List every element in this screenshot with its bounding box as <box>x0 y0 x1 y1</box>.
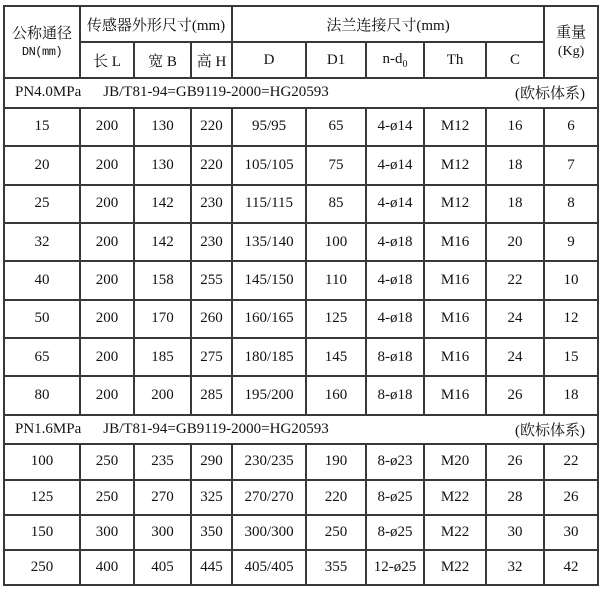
table-cell: 195/200 <box>232 376 306 414</box>
table-cell: 230 <box>191 185 232 223</box>
header-weight <box>544 6 598 78</box>
table-cell: 445 <box>191 550 232 585</box>
table-cell: 142 <box>134 185 191 223</box>
table-cell: 250 <box>306 515 366 550</box>
table-cell: 200 <box>80 185 134 223</box>
table-cell: 160 <box>306 376 366 414</box>
table-cell: 300 <box>134 515 191 550</box>
table-cell: 170 <box>134 300 191 338</box>
table-cell: 220 <box>191 146 232 184</box>
table-cell: 4-ø18 <box>366 223 424 261</box>
table-header <box>4 6 598 78</box>
header-col-nd0-sub: 0 <box>402 58 408 70</box>
standard-note: (欧标体系) <box>515 422 586 439</box>
table-cell: 180/185 <box>232 338 306 376</box>
header-col-b: 宽 B <box>134 42 191 78</box>
table-cell: 130 <box>134 108 191 146</box>
table-cell: M16 <box>424 376 486 414</box>
table-cell: 200 <box>80 338 134 376</box>
table-cell: 200 <box>80 146 134 184</box>
table-cell: 32 <box>4 223 80 261</box>
header-col-l: 长 L <box>80 42 134 78</box>
pressure-rating: PN4.0MPa <box>15 84 82 101</box>
table-cell: M12 <box>424 146 486 184</box>
table-cell: 40 <box>4 261 80 299</box>
table-cell: 250 <box>4 550 80 585</box>
table-cell: 18 <box>486 146 544 184</box>
table-cell: 16 <box>486 108 544 146</box>
table-cell: M12 <box>424 185 486 223</box>
table-cell: 105/105 <box>232 146 306 184</box>
table-row <box>4 261 598 299</box>
table-cell: 270 <box>134 480 191 515</box>
table-cell: 4-ø18 <box>366 261 424 299</box>
table-cell: M22 <box>424 480 486 515</box>
table-cell: 80 <box>4 376 80 414</box>
table-cell: 145 <box>306 338 366 376</box>
section-header-cell <box>4 415 598 445</box>
table-cell: 10 <box>544 261 598 299</box>
section-header-wrap <box>5 82 597 103</box>
table-cell: 18 <box>486 185 544 223</box>
table-cell: 15 <box>4 108 80 146</box>
table-cell: 350 <box>191 515 232 550</box>
table-cell: 6 <box>544 108 598 146</box>
table-cell: 130 <box>134 146 191 184</box>
table-cell: 9 <box>544 223 598 261</box>
table-row <box>4 444 598 479</box>
table-cell: 142 <box>134 223 191 261</box>
table-cell: 30 <box>486 515 544 550</box>
table-cell: 22 <box>486 261 544 299</box>
table-cell: 250 <box>80 480 134 515</box>
header-col-c: C <box>486 42 544 78</box>
table-cell: 8-ø25 <box>366 515 424 550</box>
table-cell: 32 <box>486 550 544 585</box>
table-cell: 230 <box>191 223 232 261</box>
table-row <box>4 185 598 223</box>
table-cell: 8-ø25 <box>366 480 424 515</box>
table-cell: 200 <box>134 376 191 414</box>
table-cell: 12 <box>544 300 598 338</box>
table-cell: M16 <box>424 261 486 299</box>
table-cell: 290 <box>191 444 232 479</box>
header-weight-unit: (Kg) <box>557 44 585 59</box>
header-dn-unit: DN(mm) <box>21 44 63 59</box>
table-cell: M16 <box>424 338 486 376</box>
table-cell: 150 <box>4 515 80 550</box>
table-cell: 110 <box>306 261 366 299</box>
table-cell: 8 <box>544 185 598 223</box>
spec-table <box>3 5 599 586</box>
table-cell: 285 <box>191 376 232 414</box>
table-cell: 200 <box>80 261 134 299</box>
table-cell: 26 <box>486 376 544 414</box>
table-cell: 85 <box>306 185 366 223</box>
table-cell: 355 <box>306 550 366 585</box>
table-cell: 255 <box>191 261 232 299</box>
header-col-nd0 <box>366 42 424 78</box>
table-row <box>4 108 598 146</box>
table-cell: 235 <box>134 444 191 479</box>
table-cell: 405 <box>134 550 191 585</box>
table-cell: 18 <box>544 376 598 414</box>
table-cell: 115/115 <box>232 185 306 223</box>
table-cell: 30 <box>544 515 598 550</box>
table-cell: 7 <box>544 146 598 184</box>
table-cell: 275 <box>191 338 232 376</box>
table-cell: 100 <box>306 223 366 261</box>
table-cell: M20 <box>424 444 486 479</box>
table-cell: 158 <box>134 261 191 299</box>
table-cell: 8-ø23 <box>366 444 424 479</box>
table-cell: 75 <box>306 146 366 184</box>
table-cell: 24 <box>486 338 544 376</box>
table-cell: 250 <box>80 444 134 479</box>
table-cell: 230/235 <box>232 444 306 479</box>
table-cell: 15 <box>544 338 598 376</box>
table-cell: 100 <box>4 444 80 479</box>
table-row <box>4 480 598 515</box>
table-cell: 260 <box>191 300 232 338</box>
table-cell: 28 <box>486 480 544 515</box>
header-row-groups <box>4 6 598 42</box>
table-row <box>4 338 598 376</box>
table-cell: 125 <box>4 480 80 515</box>
table-cell: 325 <box>191 480 232 515</box>
table-cell: 20 <box>4 146 80 184</box>
table-cell: 65 <box>306 108 366 146</box>
table-row <box>4 376 598 414</box>
table-row <box>4 223 598 261</box>
section-header-wrap <box>5 419 597 440</box>
table-cell: 4-ø14 <box>366 108 424 146</box>
standard-note: (欧标体系) <box>515 86 586 103</box>
section-row <box>4 78 598 108</box>
table-cell: 26 <box>544 480 598 515</box>
header-dn <box>4 6 80 78</box>
table-cell: 125 <box>306 300 366 338</box>
table-cell: 8-ø18 <box>366 376 424 414</box>
table-row <box>4 515 598 550</box>
table-cell: M12 <box>424 108 486 146</box>
header-row-subcols <box>4 42 598 78</box>
pressure-rating: PN1.6MPa <box>15 420 82 437</box>
table-cell: 24 <box>486 300 544 338</box>
table-cell: M22 <box>424 550 486 585</box>
table-cell: 4-ø14 <box>366 185 424 223</box>
table-row <box>4 550 598 585</box>
table-cell: 50 <box>4 300 80 338</box>
table-cell: 200 <box>80 223 134 261</box>
header-dn-title: 公称通径 <box>11 25 72 42</box>
table-cell: 200 <box>80 108 134 146</box>
table-cell: 270/270 <box>232 480 306 515</box>
table-row <box>4 300 598 338</box>
table-cell: 405/405 <box>232 550 306 585</box>
section-row <box>4 415 598 445</box>
header-col-d1: D1 <box>306 42 366 78</box>
table-cell: M16 <box>424 300 486 338</box>
header-col-d: D <box>232 42 306 78</box>
table-cell: M16 <box>424 223 486 261</box>
standard-code: JB/T81-94=GB9119-2000=HG20593 <box>103 420 329 437</box>
table-cell: 65 <box>4 338 80 376</box>
table-cell: 20 <box>486 223 544 261</box>
table-cell: 200 <box>80 376 134 414</box>
header-flange-group: 法兰连接尺寸(mm) <box>232 6 544 42</box>
table-cell: 190 <box>306 444 366 479</box>
header-weight-title: 重量 <box>556 25 587 41</box>
table-cell: 200 <box>80 300 134 338</box>
table-cell: 220 <box>191 108 232 146</box>
header-sensor-group: 传感器外形尺寸(mm) <box>80 6 232 42</box>
table-cell: 42 <box>544 550 598 585</box>
table-cell: 12-ø25 <box>366 550 424 585</box>
header-col-th: Th <box>424 42 486 78</box>
table-cell: 300 <box>80 515 134 550</box>
section-header-cell <box>4 78 598 108</box>
table-cell: 8-ø18 <box>366 338 424 376</box>
table-cell: 160/165 <box>232 300 306 338</box>
standard-code: JB/T81-94=GB9119-2000=HG20593 <box>103 84 329 101</box>
table-cell: 22 <box>544 444 598 479</box>
header-col-h: 高 H <box>191 42 232 78</box>
table-row <box>4 146 598 184</box>
header-col-nd0-main: n-d <box>382 50 403 67</box>
table-cell: 95/95 <box>232 108 306 146</box>
table-cell: 26 <box>486 444 544 479</box>
table-cell: 135/140 <box>232 223 306 261</box>
table-cell: 145/150 <box>232 261 306 299</box>
table-cell: 400 <box>80 550 134 585</box>
table-cell: 300/300 <box>232 515 306 550</box>
table-cell: 4-ø18 <box>366 300 424 338</box>
table-cell: 220 <box>306 480 366 515</box>
table-cell: 4-ø14 <box>366 146 424 184</box>
table-body <box>4 78 598 585</box>
table-cell: 25 <box>4 185 80 223</box>
table-cell: M22 <box>424 515 486 550</box>
table-cell: 185 <box>134 338 191 376</box>
